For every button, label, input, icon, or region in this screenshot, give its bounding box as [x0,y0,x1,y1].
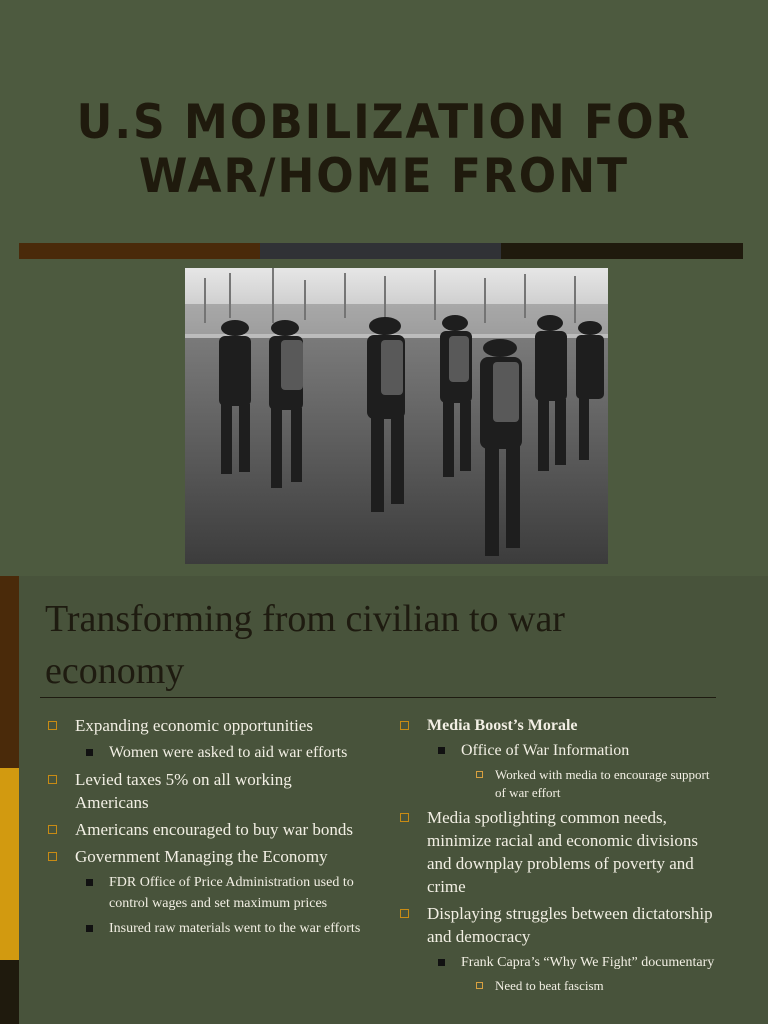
title-line-1: U.S MOBILIZATION FOR [76,94,692,150]
title-line-2: WAR/HOME FRONT [138,148,630,204]
slide-heading [45,593,735,697]
heading-rule [40,697,716,698]
bullet-war-bonds: Americans encouraged to buy war bonds [45,818,365,841]
bullet-taxes: Levied taxes 5% on all working Americans [45,768,365,814]
left-column [45,714,365,943]
content-slide [0,576,768,1024]
side-accent-brown [0,576,19,768]
slide-title [20,96,748,204]
bullet-economic-opportunities: Expanding economic opportunities [45,714,365,737]
side-accent-gold [0,768,19,960]
bullet-media-spotlighting: Media spotlighting common needs, minimize racial and economic divisions and downplay problems of poverty and crime [397,806,722,898]
accent-bar-gray [260,243,501,259]
sub-bullet-price-administration: FDR Office of Price Administration used to control wages and set maximum prices [45,872,365,914]
right-column [397,714,722,999]
side-accent-dark [0,960,19,1024]
heading-line-1: Transforming from civilian to war [45,598,565,640]
sub-bullet-women: Women were asked to aid war efforts [45,741,365,764]
sub-bullet-war-information: Office of War Information [397,739,722,762]
bullet-dictatorship-democracy: Displaying struggles between dictatorship and democracy [397,902,722,948]
soldiers-marching-photo [185,268,608,564]
sub-bullet-raw-materials: Insured raw materials went to the war efforts [45,918,365,939]
sub-sub-bullet-media-support: Worked with media to encourage support of war effort [397,766,722,802]
accent-bar-dark [501,243,743,259]
heading-line-2: economy [45,650,185,692]
sub-sub-bullet-fascism: Need to beat fascism [397,977,722,995]
accent-bar-brown [19,243,260,259]
photo-illustration [185,268,608,564]
bullet-media-morale: Media Boost’s Morale [397,714,722,737]
sub-bullet-frank-capra: Frank Capra’s “Why We Fight” documentary [397,952,722,973]
bullet-government-economy: Government Managing the Economy [45,845,365,868]
